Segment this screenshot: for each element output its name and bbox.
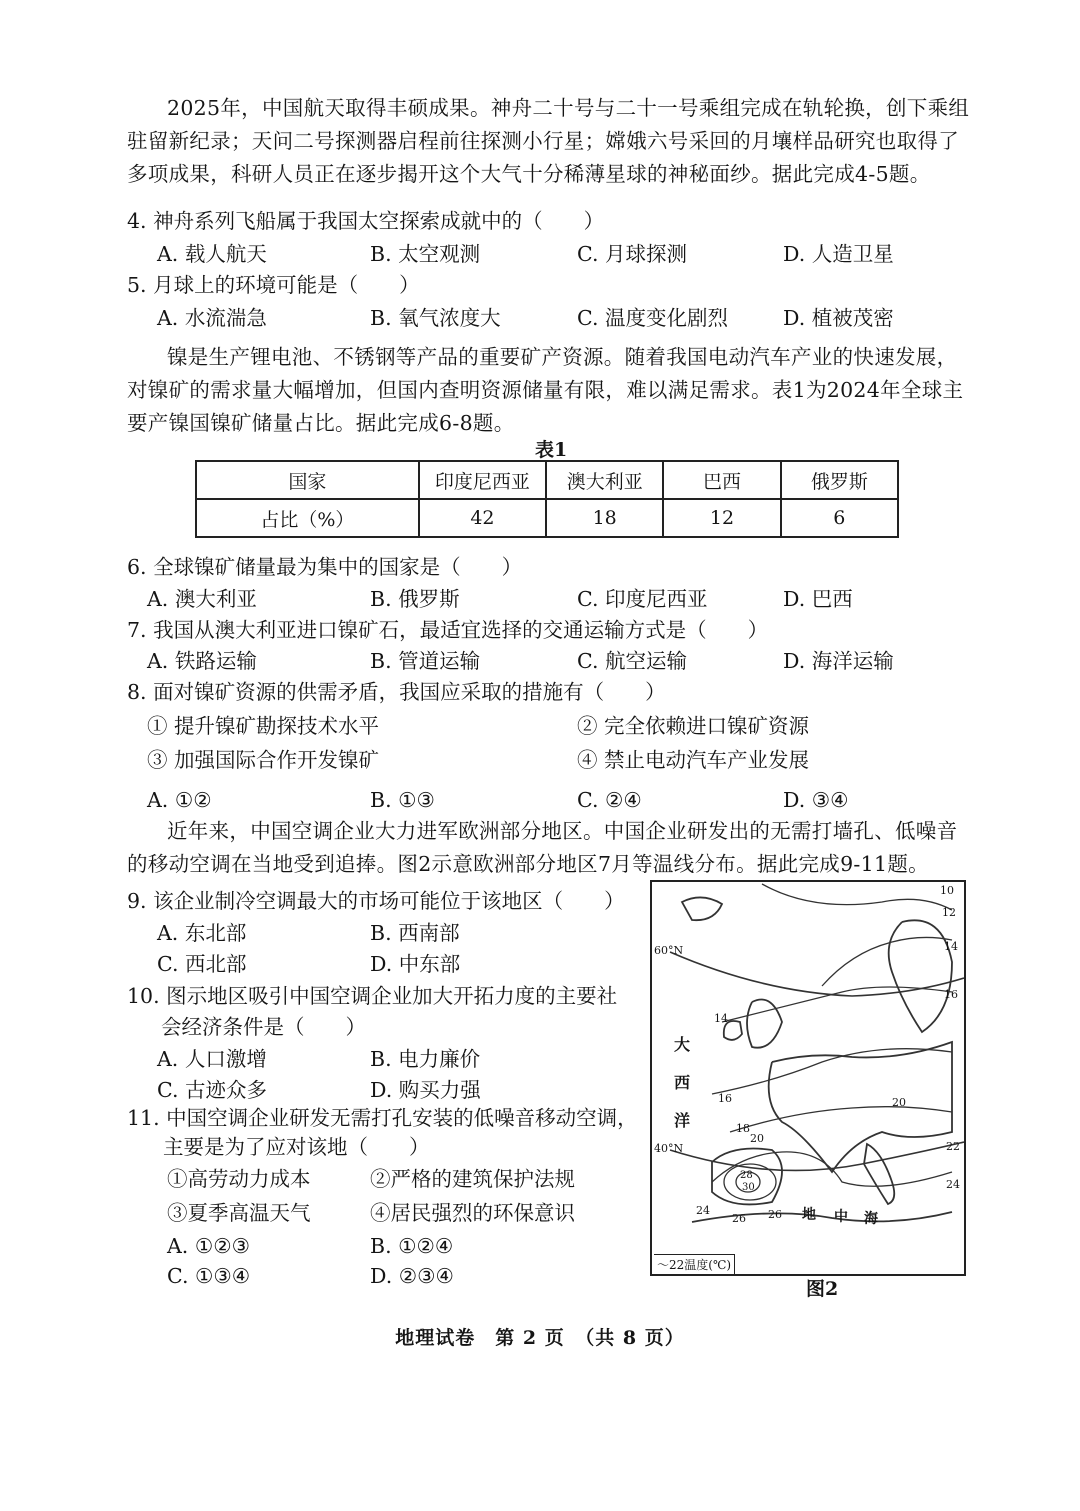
q8-option-a[interactable]: A. ①② <box>147 788 212 812</box>
sea-label-3: 海 <box>864 1211 878 1227</box>
nickel-reserve-table <box>195 460 899 538</box>
isotherm-label: 10 <box>940 884 954 897</box>
isotherm-line <box>730 1107 952 1132</box>
q4-option-c[interactable]: C. 月球探测 <box>577 242 687 266</box>
europe-isotherm-map <box>650 880 966 1276</box>
q11-statement-4: ④居民强烈的环保意识 <box>370 1201 575 1225</box>
table-cell: 12 <box>663 499 780 537</box>
q10-option-a[interactable]: A. 人口激增 <box>157 1047 267 1071</box>
question-10: 10. 图示地区吸引中国空调企业加大开拓力度的主要社 <box>127 984 618 1008</box>
q10-option-d[interactable]: D. 购买力强 <box>370 1078 481 1102</box>
q9-option-c[interactable]: C. 西北部 <box>157 952 247 976</box>
isotherm-label: 26 <box>768 1208 782 1221</box>
isotherm-line <box>722 987 952 1022</box>
q11-option-d[interactable]: D. ②③④ <box>370 1264 454 1288</box>
intro-text: 近年来，中国空调企业大力进军欧洲部分地区。中国企业研发出的无需打墙孔、低噪音的移动空调在当地受到追捧。图2示意欧洲部分地区7月等温线分布。据此完成9-11题。 <box>127 819 958 876</box>
question-11: 11. 中国空调企业研发无需打孔安装的低噪音移动空调， <box>127 1106 638 1130</box>
isotherm-label: 30 <box>742 1182 755 1193</box>
question-7: 7. 我国从澳大利亚进口镍矿石，最适宜选择的交通运输方式是（ ） <box>127 618 769 642</box>
isotherm-label: 14 <box>714 1012 728 1025</box>
isotherm-line <box>762 884 952 910</box>
question-4: 4. 神舟系列飞船属于我国太空探索成就中的（ ） <box>127 209 605 233</box>
q7-option-b[interactable]: B. 管道运输 <box>370 649 481 673</box>
intro-text: 2025年，中国航天取得丰硕成果。神舟二十号与二十一号乘组完成在轨轮换，创下乘组驻留新纪录；天问二号探测器启程前往探测小行星；嫦娥六号采回的月壤样品研究也取得了多项成果，科研人员正在逐步揭开这个大气十分稀薄星球的神秘面纱。据此完成4-5题。 <box>127 96 970 186</box>
ocean-label-3: 洋 <box>674 1111 691 1130</box>
table-caption: 表1 <box>535 439 568 461</box>
question-10-cont: 会经济条件是（ ） <box>161 1015 366 1039</box>
isotherm-label: 20 <box>892 1096 906 1109</box>
q5-option-d[interactable]: D. 植被茂密 <box>783 306 894 330</box>
isotherm-label: 18 <box>736 1122 750 1135</box>
ocean-label-2: 西 <box>674 1073 691 1092</box>
map-legend: ～22温度(℃) <box>654 1254 735 1274</box>
q5-option-c[interactable]: C. 温度变化剧烈 <box>577 306 728 330</box>
question-9: 9. 该企业制冷空调最大的市场可能位于该地区（ ） <box>127 889 625 913</box>
latitude-40-label: 40°N <box>654 1142 684 1155</box>
q6-option-b[interactable]: B. 俄罗斯 <box>370 587 460 611</box>
table-cell: 6 <box>781 499 898 537</box>
latitude-60-line <box>670 952 964 996</box>
q8-option-b[interactable]: B. ①③ <box>370 788 435 812</box>
table-row <box>196 499 898 537</box>
isotherm-label: 22 <box>946 1140 960 1153</box>
ocean-label-1: 大 <box>674 1035 691 1054</box>
table-header-cell: 澳大利亚 <box>546 461 663 499</box>
isotherm-label: 24 <box>696 1204 710 1217</box>
q8-option-d[interactable]: D. ③④ <box>783 788 849 812</box>
table-header-cell: 巴西 <box>663 461 780 499</box>
figure-caption: 图2 <box>806 1278 839 1300</box>
q8-statement-1: ① 提升镍矿勘探技术水平 <box>147 714 380 738</box>
q7-option-c[interactable]: C. 航空运输 <box>577 649 687 673</box>
q11-statement-3: ③夏季高温天气 <box>167 1201 311 1225</box>
q11-option-a[interactable]: A. ①②③ <box>167 1234 250 1258</box>
isotherm-label: 16 <box>944 988 958 1001</box>
sea-label-1: 地 <box>802 1207 816 1223</box>
isotherm-label: 14 <box>944 940 958 953</box>
q4-option-b[interactable]: B. 太空观测 <box>370 242 481 266</box>
q9-option-b[interactable]: B. 西南部 <box>370 921 460 945</box>
latitude-60-label: 60°N <box>654 944 684 957</box>
latitude-40-line <box>670 1142 964 1170</box>
q11-statement-2: ②严格的建筑保护法规 <box>370 1167 575 1191</box>
q8-statement-2: ② 完全依赖进口镍矿资源 <box>577 714 810 738</box>
intro-paragraph-nickel <box>127 341 977 440</box>
table-cell: 42 <box>419 499 546 537</box>
q5-option-b[interactable]: B. 氧气浓度大 <box>370 306 501 330</box>
britain-coast <box>747 1000 782 1048</box>
intro-paragraph-space <box>127 92 977 191</box>
q9-option-a[interactable]: A. 东北部 <box>157 921 247 945</box>
question-6: 6. 全球镍矿储量最为集中的国家是（ ） <box>127 555 523 579</box>
table-cell: 占比（%） <box>196 499 419 537</box>
question-5: 5. 月球上的环境可能是（ ） <box>127 273 420 297</box>
q6-option-c[interactable]: C. 印度尼西亚 <box>577 587 708 611</box>
q8-statement-4: ④ 禁止电动汽车产业发展 <box>577 748 810 772</box>
isotherm-line <box>822 937 952 986</box>
isotherm-label: 26 <box>732 1212 746 1225</box>
table-header-cell: 国家 <box>196 461 419 499</box>
page-footer: 地理试卷 第 2 页 （共 8 页） <box>395 1327 685 1349</box>
italy-coast <box>864 1144 894 1204</box>
q4-option-a[interactable]: A. 载人航天 <box>157 242 267 266</box>
q7-option-d[interactable]: D. 海洋运输 <box>783 649 894 673</box>
q11-option-b[interactable]: B. ①②④ <box>370 1234 454 1258</box>
intro-paragraph-aircon <box>127 815 977 881</box>
q9-option-d[interactable]: D. 中东部 <box>370 952 461 976</box>
q7-option-a[interactable]: A. 铁路运输 <box>147 649 257 673</box>
q11-statement-1: ①高劳动力成本 <box>167 1167 311 1191</box>
q6-option-d[interactable]: D. 巴西 <box>783 587 853 611</box>
isotherm-label: 12 <box>942 906 956 919</box>
table-cell: 18 <box>546 499 663 537</box>
iceland-coast <box>682 897 722 920</box>
q5-option-a[interactable]: A. 水流湍急 <box>157 306 267 330</box>
sea-label-2: 中 <box>834 1209 848 1225</box>
q10-option-c[interactable]: C. 古迹众多 <box>157 1078 267 1102</box>
q10-option-b[interactable]: B. 电力廉价 <box>370 1047 481 1071</box>
table-header-cell: 俄罗斯 <box>781 461 898 499</box>
question-11-cont: 主要是为了应对该地（ ） <box>163 1135 430 1159</box>
table-header-cell: 印度尼西亚 <box>419 461 546 499</box>
q8-statement-3: ③ 加强国际合作开发镍矿 <box>147 748 380 772</box>
isotherm-label: 20 <box>750 1132 764 1145</box>
q6-option-a[interactable]: A. 澳大利亚 <box>147 587 257 611</box>
q8-option-c[interactable]: C. ②④ <box>577 788 642 812</box>
question-8: 8. 面对镍矿资源的供需矛盾，我国应采取的措施有（ ） <box>127 680 666 704</box>
isotherm-label: 16 <box>718 1092 732 1105</box>
q11-option-c[interactable]: C. ①③④ <box>167 1264 251 1288</box>
isotherm-label: 28 <box>740 1170 753 1181</box>
africa-coast <box>692 1212 952 1222</box>
isotherm-label: 24 <box>946 1178 960 1191</box>
intro-text: 镍是生产锂电池、不锈钢等产品的重要矿产资源。随着我国电动汽车产业的快速发展，对镍矿的需求量大幅增加，但国内查明资源储量有限，难以满足需求。表1为2024年全球主要产镍国镍矿储量占比。据此完成6-8题。 <box>127 345 964 435</box>
q4-option-d[interactable]: D. 人造卫星 <box>783 242 894 266</box>
table-header-row <box>196 461 898 499</box>
